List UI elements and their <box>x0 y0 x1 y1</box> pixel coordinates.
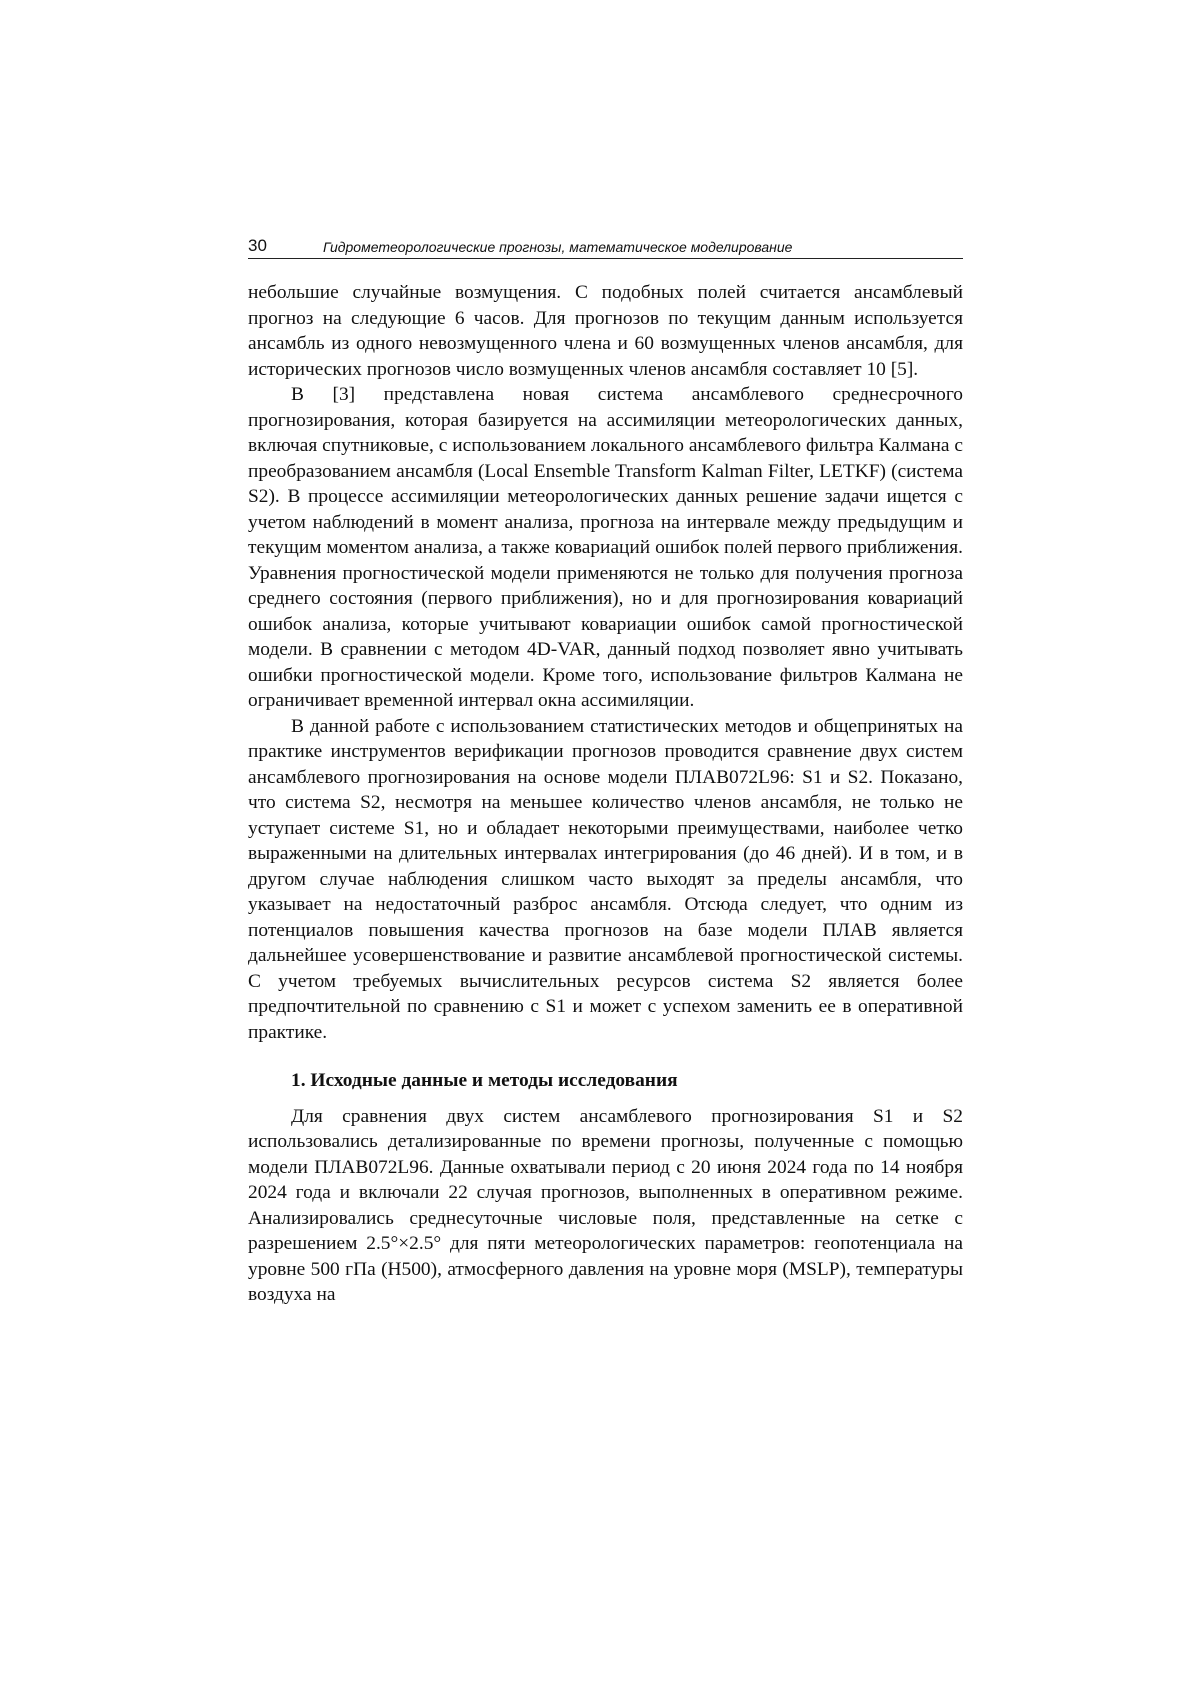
section-paragraph: Для сравнения двух систем ансамблевого прогнозирования S1 и S2 использовались детализированные по времени прогнозы, полученные с помощью модели ПЛАВ072L96. Данные охватывали период с 20 июня 2024 года по 14 ноября 2024 года и включали 22 случая прогнозов, выполненных в оперативном режиме. Анализировались среднесуточные числовые поля, представленные на сетке с разрешением 2.5°×2.5° для пяти метеорологических параметров: геопотенциала на уровне 500 гПа (H500), атмосферного давления на уровне моря (MSLP), температуры воздуха на <box>248 1105 963 1305</box>
running-header <box>248 236 963 259</box>
paragraph-2: В [3] представлена новая система ансамблевого среднесрочного прогнозирования, которая базируется на ассимиляции метеорологических данных, включая спутниковые, с использованием локального ансамблевого фильтра Калмана с преобразованием ансамбля (Local Ensemble Transform Kalman Filter, LETKF) (система S2). В процессе ассимиляции метеорологических данных решение задачи ищется с учетом наблюдений в момент анализа, прогноза на интервале между предыдущим и текущим моментом анализа, а также ковариаций ошибок полей первого приближения. Уравнения прогностической модели применяются не только для получения прогноза среднего состояния (первого приближения), но и для прогнозирования ковариаций ошибок анализа, которые учитывают ковариации ошибок самой прогностической модели. В сравнении с методом 4D-VAR, данный подход позволяет явно учитывать ошибки прогностической модели. Кроме того, использование фильтров Калмана не ограничивает временной интервал окна ассимиляции. <box>248 384 963 711</box>
page-number: 30 <box>248 236 267 255</box>
running-title: Гидрометеорологические прогнозы, математическое моделирование <box>323 239 793 255</box>
section-heading: 1. Исходные данные и методы исследования <box>291 1070 678 1091</box>
body-text <box>248 280 963 1308</box>
paragraph-1: небольшие случайные возмущения. С подобных полей считается ансамблевый прогноз на следующие 6 часов. Для прогнозов по текущим данным используется ансамбль из одного невозмущенного члена и 60 возмущенных членов ансамбля, для исторических прогнозов число возмущенных членов ансамбля составляет 10 [5]. <box>248 282 963 380</box>
paragraph-3: В данной работе с использованием статистических методов и общепринятых на практике инструментов верификации прогнозов проводится сравнение двух систем ансамблевого прогнозирования на основе модели ПЛАВ072L96: S1 и S2. Показано, что система S2, несмотря на меньшее количество членов ансамбля, не только не уступает системе S1, но и обладает некоторыми преимуществами, наиболее четко выраженными на длительных интервалах интегрирования (до 46 дней). И в том, и в другом случае наблюдения слишком часто выходят за пределы ансамбля, что указывает на недостаточный разброс ансамбля. Отсюда следует, что одним из потенциалов повышения качества прогнозов на базе модели ПЛАВ является дальнейшее усовершенствование и развитие ансамблевой прогностической системы. С учетом требуемых вычислительных ресурсов система S2 является более предпочтительной по сравнению с S1 и может с успехом заменить ее в оперативной практике. <box>248 715 963 1043</box>
